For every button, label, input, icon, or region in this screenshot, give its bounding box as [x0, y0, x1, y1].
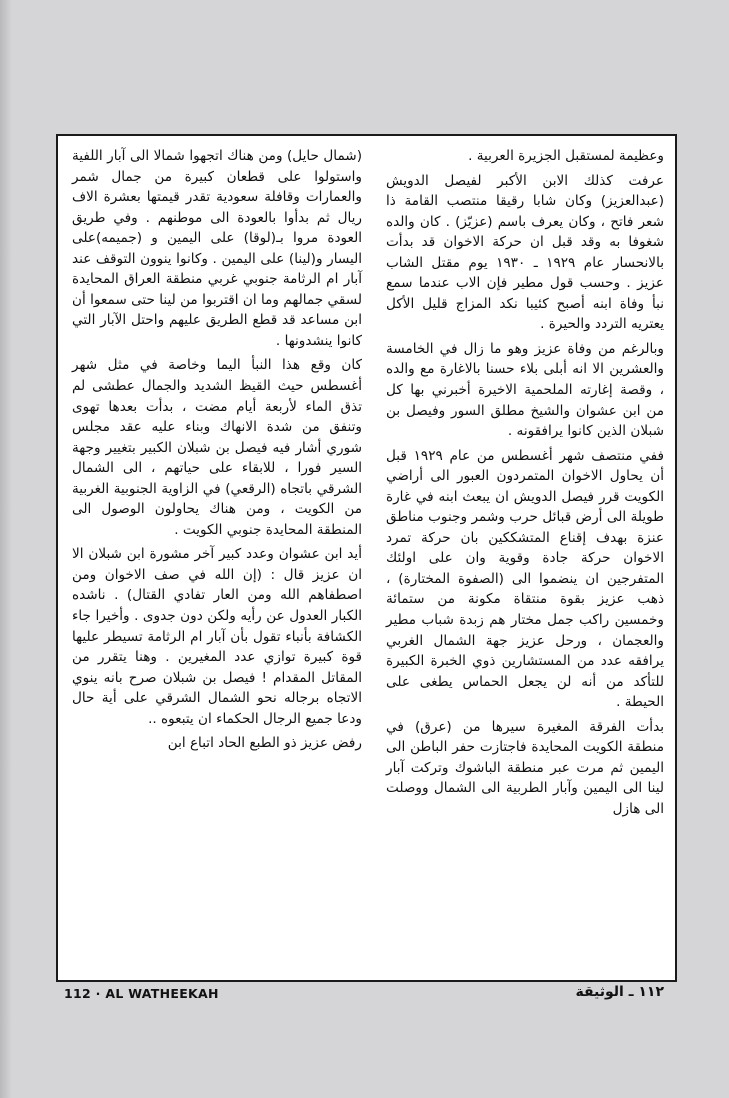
paragraph: بدأت الفرقة المغيرة سيرها من (عرق) في منطقة الكويت المحايدة فاجتازت حفر الباطن الى اليمين ثم مرت عبر منطقة الباشوك وتركت آبار لينا الى اليمين وآبار الطربية الى الشمال ووصلت الى هازل	[386, 718, 664, 817]
paragraph: وبالرغم من وفاة عزيز وهو ما زال في الخامسة والعشرين الا انه أبلى بلاء حسنا بالاغارة مع والده ، وقصة إغارته الملحمية الاخيرة أخبرني بها كل من ابن عشوان والشيخ مطلق السور وفيصل بن شبلان الذين كانوا يرافقونه .	[386, 340, 664, 440]
left-text-column	[72, 146, 362, 754]
paragraph: كان وقع هذا النبأ اليما وخاصة في مثل شهر أغسطس حيث القيظ الشديد والجمال عطشى لم تذق الماء لأربعة أيام مضت ، بدأت بعدها تهوى وتنفق من شدة الانهاك وبناء عليه عقد مجلس شوري أشار فيه فيصل بن شبلان الكبير بتغيير وجهة السير فورا ، للابقاء على حياتهم ، الى الشمال الشرقي باتجاه (الرقعي) في الزاوية الجنوبية الغربية من الكويت ، ومن هناك يحاولون الوصول الى المنطقة المحايدة جنوبي الكويت .	[72, 357, 362, 538]
page-footer	[64, 986, 664, 1006]
footer-page-label-arabic: ١١٢ ـ الوثيقة	[575, 984, 664, 1000]
article-frame	[56, 134, 677, 982]
paragraph: رفض عزيز ذو الطبع الحاد اتباع ابن	[167, 735, 362, 752]
paragraph: ففي منتصف شهر أغسطس من عام ١٩٢٩ قبل أن يحاول الاخوان المتمردون العبور الى أراضي الكويت قرر فيصل الدويش ان يبعث ابنه في غارة طويلة الى أرض قبائل حرب وشمر وجنوب مناطق عنزة بهدف إقناع المتشككين بان حركة تمرد الاخوان حركة جادة وقوية وان على اولئك المتفرجين ان ينضموا الى (الصفوة المختارة) ، ذهب عزيز بقوة منتقاة مكونة من ستمائة وخمسين راكب جمل مختار هم زبدة شباب مطير والعجمان ، ورحل عزيز جهة الشمال الغربي يرافقه عدد من المستشارين ذوي الخبرة الكبيرة للتأكد من أنه لن يجعل الحماس يطغى على الحيطة .	[386, 447, 664, 711]
footer-page-label-latin: 112 · AL WATHEEKAH	[64, 986, 219, 1001]
paragraph: (شمال حايل) ومن هناك اتجهوا شمالا الى آبار اللفية واستولوا على قطعان كبيرة من جمال شمر والعمارات وقافلة سعودية تقدر قيمتها بعشرة الاف ريال ثم بدأوا بالعودة الى موطنهم . وفي طريق العودة مروا بـ(لوقا) على اليمين و (جميمه)على اليسار و(لينا) على اليمين . وكانوا ينوون التوقف عند آبار ام الرثامة جنوبي غربي منطقة العراق المحايدة لسقي جمالهم وما ان اقتربوا من لينا حتى سمعوا أن ابن مساعد قد قطع الطريق عليهم واحتل الآبار التي كانوا ينشدونها .	[72, 148, 362, 349]
paragraph: وعظيمة لمستقبل الجزيرة العربية .	[468, 148, 664, 164]
page-shadow-edge	[0, 0, 12, 1098]
paragraph: عرفت كذلك الابن الأكبر لفيصل الدويش (عبدالعزيز) وكان شابا رقيقا منتصب القامة ذا شعر فاتح ، وكان يعرف باسم (عزيّز) . كان والده شغوفا به وقد قبل ان حركة الاخوان قد بدأت بالانحسار عام ١٩٢٩ ـ ١٩٣٠ يوم مقتل الشاب عزيز . وحسب قول مطير فإن الاب عندما سمع نبأ وفاة ابنه أصبح كئيبا نكد المزاج قليل الأكل يعتريه التردد والحيرة .	[386, 172, 664, 333]
right-text-column	[386, 146, 664, 820]
paragraph: أيد ابن عشوان وعدد كبير آخر مشورة ابن شبلان الا ان عزيز قال : (إن الله في صف الاخوان ومن اصطفاهم الله ومن العار تفادي القتال) . ناشده الكبار العدول عن رأيه ولكن دون جدوى . وأخيرا جاء الكشافة بأنباء تقول بأن آبار ام الرثامة تسيطر عليها قوة كبيرة توازي عدد المغيرين . وهنا يتقرر من المقاتل المقدام ! فيصل بن شبلان صرح بانه ينوي الاتجاه برجاله نحو الشمال الشرقي على أية حال ودعا جميع الرجال الحكماء ان يتبعوه ..	[72, 546, 362, 727]
